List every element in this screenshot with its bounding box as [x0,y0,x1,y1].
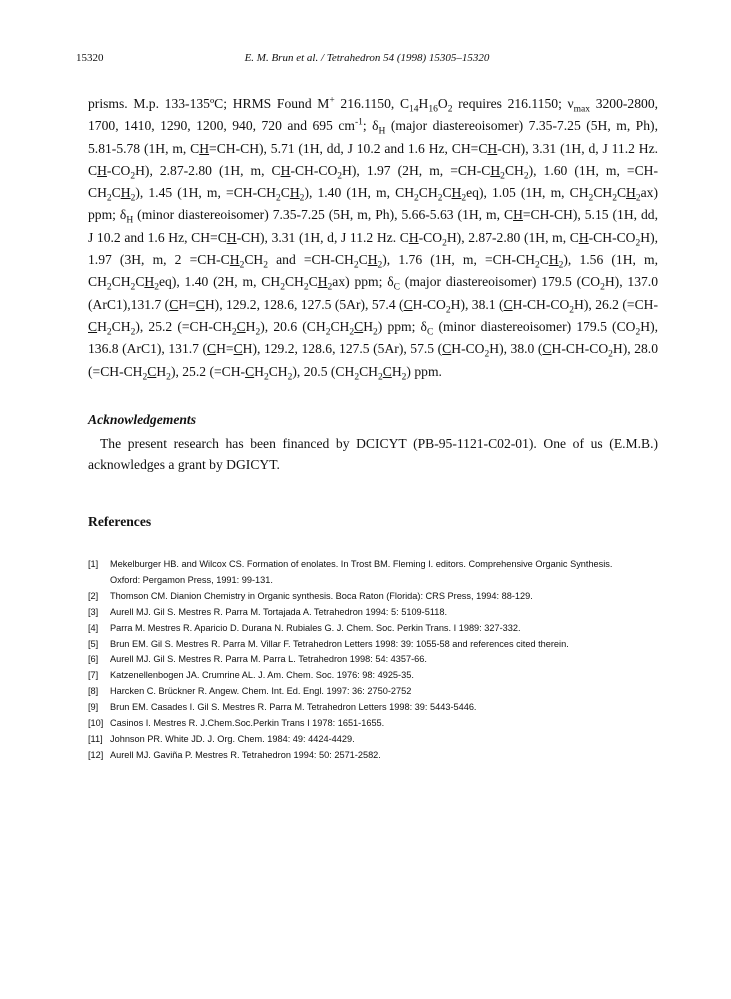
reference-list [88,557,668,764]
page-number: 15320 [76,52,104,64]
reference-item: [12] Aurell MJ. Gaviña P. Mestres R. Tetrahedron 1994: 50: 2571-2582. [88,749,381,760]
reference-item: [2] Thomson CM. Dianion Chemistry in Organic synthesis. Boca Raton (Florida): CRS Press, 1994: 88-129. [88,590,533,601]
reference-item: [11] Johnson PR. White JD. J. Org. Chem. 1984: 49: 4424-4429. [88,733,355,744]
reference-item: [9] Brun EM. Casades I. Gil S. Mestres R. Parra M. Tetrahedron Letters 1998: 39: 5443-5446. [88,702,477,713]
page-header [76,52,658,68]
reference-item: [6] Aurell MJ. Gil S. Mestres R. Parra M. Parra L. Tetrahedron 1998: 54: 4357-66. [88,654,427,665]
reference-item: [5] Brun EM. Gil S. Mestres R. Parra M. Villar F. Tetrahedron Letters 1998: 39: 1055-58 and references cited therein. [88,638,569,649]
reference-item: [10] Casinos I. Mestres R. J.Chem.Soc.Perkin Trans I 1978: 1651-1655. [88,718,385,729]
acknowledgements-heading: Acknowledgements [88,412,196,427]
acknowledgements-text: The present research has been financed by DCICYT (PB-95-1121-C02-01). One of us (E.M.B.) acknowledges a grant by DGICYT. [88,436,658,472]
reference-item: [7] Katzenellenbogen JA. Crumrine AL. J. Am. Chem. Soc. 1976: 98: 4925-35. [88,670,414,681]
running-head: E. M. Brun et al. / Tetrahedron 54 (1998) 15305–15320 [244,52,490,64]
reference-item: [1] Mekelburger HB. and Wilcox CS. Formation of enolates. In Trost BM. Fleming I. editors. Comprehensive Organic Synthesis. Oxford: Pergamon Press, 1991: 99-131. [88,559,613,585]
reference-item: [8] Harcken C. Brückner R. Angew. Chem. Int. Ed. Engl. 1997: 36: 2750-2752 [88,686,412,697]
reference-item: [4] Parra M. Mestres R. Aparicio D. Durana N. Rubiales G. J. Chem. Soc. Perkin Trans. I 1989: 327-332. [88,622,521,633]
references-heading: References [88,514,152,529]
experimental-paragraph: prisms. M.p. 133-135ºC; HRMS Found M+ 216.1150, $C_{14}H_{16}O_2$ requires 216.1150; $\nu_{max}$ 3200-2800, 1700, 1410, 1290, 1200, 940, 720 and 695 $cm^{-1}$; $\delta_H$ (major diastereoisomer) 7.35-7.25 (5H, m, Ph), 5.81-5.78 (1H, m, CH=CH-CH), 5.71 (1H, dd, J 10.2 and 1.6 Hz, CH=CH-CH), 3.31 (1H, d, J 11.2 Hz. $CH-CO_2H$), 2.87-2.80 (1H, m, $CH-CH-CO_2H$), 1.97 (2H, m, $=CH-CH_2CH_2$), 1.60 (1H, m, $=CH-CH_2CH_2$), 1.45 (1H, m, $=CH-CH_2CH_2$), 1.40 (1H, m, $CH_2CH_2CH_2eq$), 1.05 (1H, m, $CH_2CH_2CH_2ax$) ppm; $\delta_H$ (minor diastereoisomer) 7.35-7.25 (5H, m, Ph), 5.66-5.63 (1H, m, CH=CH-CH), 5.15 (1H, dd, J 10.2 and 1.6 Hz, CH=CH-CH), 3.31 (1H, d, J 11.2 Hz. $CH-CO_2H$), 2.87-2.80 (1H, m, $CH-CH-CO_2H$), 1.97 (3H, m, $2 =CH-CH_2CH_2$ and $=CH-CH_2CH_2$), 1.76 (1H, m, $=CH-CH_2CH_2$), 1.56 (1H, m, $CH_2CH_2CH_2eq$), 1.40 (2H, m, $CH_2CH_2CH_2ax$) ppm; $\delta_C$ (major diastereoisomer) 179.5 $(CO_2H)$, 137.0 (ArC1),131.7 (CH=CH), 129.2, 128.6, 127.5 (5Ar), 57.4 $(CH-CO_2H)$, 38.1 $(CH-CH-CO_2H)$, 26.2 $(=CH-CH_2CH_2)$, 25.2 $(=CH-CH_2CH_2)$, 20.6 $(CH_2CH_2CH_2)$ ppm; $\delta_C$ (minor diastereoisomer) 179.5 $(CO_2H)$, 136.8 (ArC1), 131.7 (CH=CH), 129.2, 128.6, 127.5 (5Ar), 57.5 $(CH-CO_2H)$, 38.0 $(CH-CH-CO_2H)$, 28.0 $(=CH-CH_2CH_2)$, 25.2 $(=CH-CH_2CH_2)$, 20.5 $(CH_2CH_2CH_2)$ ppm. [88,95,659,383]
reference-item: [3] Aurell MJ. Gil S. Mestres R. Parra M. Tortajada A. Tetrahedron 1994: 5: 5109-5118. [88,606,448,617]
